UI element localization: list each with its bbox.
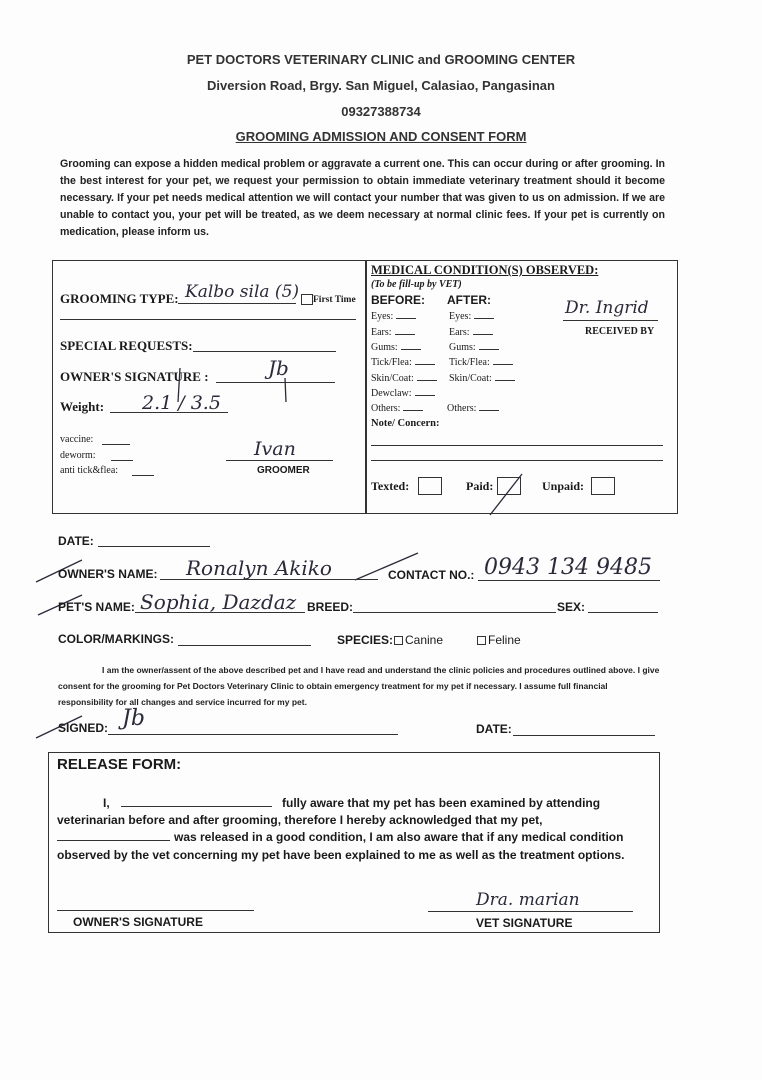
release-owner-signature-label: OWNER'S SIGNATURE — [73, 915, 203, 929]
contact-field — [478, 580, 660, 581]
canine-checkbox[interactable] — [394, 636, 403, 645]
before-skin[interactable]: Skin/Coat: — [371, 373, 437, 384]
canine-label: Canine — [405, 633, 444, 647]
before-label: BEFORE: — [371, 293, 425, 307]
after-eyes[interactable]: Eyes: — [449, 311, 494, 322]
owner-signature-label: OWNER'S SIGNATURE : — [60, 369, 209, 384]
after-ears[interactable]: Ears: — [449, 327, 493, 338]
weight-value[interactable]: 2.1 / 3.5 — [142, 392, 221, 414]
owner-date-field[interactable] — [98, 546, 210, 547]
consent-paragraph: I am the owner/assent of the above described pet and I have read and understand the clinic policies and procedures outlined above. I give consent for the grooming for Pet Doctors Veterinary Clinic to obtain emergency treatment for my pet if necessary. I assume full financial responsibility for all changes and service incurred for my pet. — [58, 665, 660, 707]
intro-paragraph: Grooming can expose a hidden medical problem or aggravate a current one. This can occur during or after grooming. In the best interest for your pet, we request your permission to obtain immediate veterinary treatment should it become necessary. If your pet needs medical attention we will contact your number that was given to us on admission. If we are unable to contact you, your pet will be treated, as we deem necessary at normal clinic fees. If your pet is currently on medication, please inform us. — [60, 158, 665, 238]
release-text-4: observed by the vet concerning my pet have been explained to me as well as the treatment options. — [57, 848, 625, 862]
weight-label: Weight: — [60, 399, 105, 414]
note-label: Note/ Concern: — [371, 418, 440, 429]
release-owner-signature-field[interactable] — [57, 910, 254, 911]
groomer-name[interactable]: Ivan — [254, 438, 296, 460]
signed-value[interactable]: Jb — [122, 706, 145, 731]
signed-label: SIGNED: — [58, 721, 109, 735]
release-name-field[interactable] — [121, 806, 272, 807]
deworm-label: deworm: — [60, 450, 96, 461]
clinic-name: PET DOCTORS VETERINARY CLINIC and GROOMING CENTER — [186, 52, 576, 67]
special-requests-label: SPECIAL REQUESTS: — [60, 338, 193, 353]
clinic-phone: 09327388734 — [341, 104, 421, 119]
received-by-label: RECEIVED BY — [585, 326, 655, 337]
texted-label: Texted: — [371, 479, 410, 493]
sex-label: SEX: — [557, 600, 586, 614]
after-skin[interactable]: Skin/Coat: — [449, 373, 515, 384]
before-tick[interactable]: Tick/Flea: — [371, 357, 435, 368]
first-time-label: First Time — [313, 295, 356, 305]
owner-date-label: DATE: — [58, 534, 94, 548]
sex-field[interactable] — [588, 612, 658, 613]
pet-name-field — [135, 612, 305, 613]
owner-signature-value[interactable]: Jb — [268, 356, 289, 380]
breed-field[interactable] — [353, 612, 556, 613]
contact-label: CONTACT NO.: — [388, 568, 475, 582]
form-title: GROOMING ADMISSION AND CONSENT FORM — [235, 129, 527, 144]
before-dewclaw[interactable]: Dewclaw: — [371, 388, 435, 399]
before-ears[interactable]: Ears: — [371, 327, 415, 338]
signed-field — [108, 734, 398, 735]
after-others[interactable]: Others: — [447, 403, 499, 414]
after-label: AFTER: — [447, 293, 491, 307]
vaccine-label: vaccine: — [60, 434, 94, 445]
release-text-3: was released in a good condition, I am also aware that if any medical condition — [174, 830, 624, 844]
vet-signature-label: VET SIGNATURE — [476, 916, 573, 930]
pet-name-label: PET'S NAME: — [58, 600, 135, 614]
paid-label: Paid: — [466, 479, 494, 493]
before-eyes[interactable]: Eyes: — [371, 311, 416, 322]
received-by-name[interactable]: Dr. Ingrid — [565, 298, 649, 318]
signed-date-label: DATE: — [476, 722, 512, 736]
release-title: RELEASE FORM: — [57, 756, 182, 773]
unpaid-label: Unpaid: — [542, 479, 585, 493]
pet-name-value[interactable]: Sophia, Dazdaz — [140, 590, 297, 614]
before-others[interactable]: Others: — [371, 403, 423, 414]
vet-signature-value[interactable]: Dra. marian — [476, 890, 580, 910]
signed-date-field[interactable] — [513, 735, 655, 736]
before-gums[interactable]: Gums: — [371, 342, 421, 353]
after-tick[interactable]: Tick/Flea: — [449, 357, 513, 368]
groomer-label: GROOMER — [257, 465, 310, 476]
after-gums[interactable]: Gums: — [449, 342, 499, 353]
release-text-2: veterinarian before and after grooming, therefore I hereby acknowledged that my pet, — [57, 813, 543, 827]
grooming-type-value[interactable]: Kalbo sila (5) — [185, 282, 300, 302]
grooming-type-label: GROOMING TYPE: — [60, 291, 179, 306]
release-pet-field[interactable] — [57, 840, 170, 841]
release-i-label: I, — [103, 796, 110, 810]
feline-checkbox[interactable] — [477, 636, 486, 645]
release-text-1: fully aware that my pet has been examined by attending — [282, 796, 601, 810]
owner-name-field — [160, 579, 378, 580]
medical-title: MEDICAL CONDITION(S) OBSERVED: — [371, 263, 599, 277]
owner-name-value[interactable]: Ronalyn Akiko — [186, 556, 332, 580]
feline-label: Feline — [488, 633, 521, 647]
color-label: COLOR/MARKINGS: — [58, 632, 174, 646]
species-label: SPECIES: — [337, 633, 394, 647]
contact-value[interactable]: 0943 134 9485 — [484, 555, 652, 580]
medical-subtitle: (To be fill-up by VET) — [371, 279, 462, 290]
anti-tick-label: anti tick&flea: — [60, 465, 119, 476]
clinic-address: Diversion Road, Brgy. San Miguel, Calasiao, Pangasinan — [207, 78, 555, 93]
breed-label: BREED: — [307, 600, 354, 614]
vet-signature-field — [428, 911, 633, 912]
color-field[interactable] — [178, 645, 311, 646]
owner-name-label: OWNER'S NAME: — [58, 567, 158, 581]
